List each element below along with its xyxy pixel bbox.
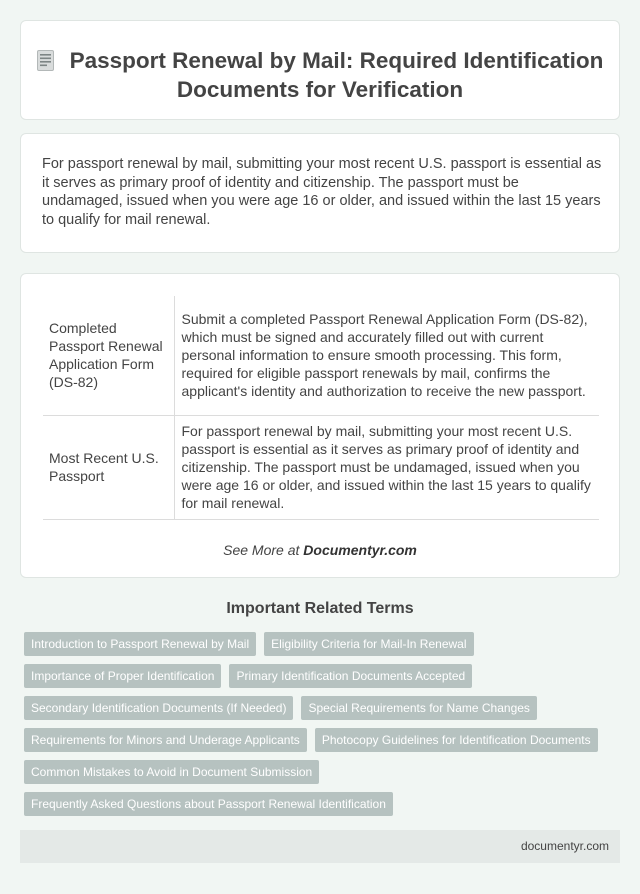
related-term-tag[interactable]: Importance of Proper Identification: [24, 664, 221, 688]
related-term-tag[interactable]: Frequently Asked Questions about Passport Renewal Identification: [24, 792, 393, 816]
intro-card: [20, 133, 620, 253]
related-term-tag[interactable]: Common Mistakes to Avoid in Document Submission: [24, 760, 319, 784]
see-more-prefix: See More at: [223, 542, 304, 558]
see-more-site[interactable]: Documentyr.com: [303, 542, 417, 558]
related-term-tag[interactable]: Eligibility Criteria for Mail-In Renewal: [264, 632, 473, 656]
footer: [20, 830, 620, 863]
document-name: Most Recent U.S. Passport: [43, 415, 174, 519]
related-term-tag[interactable]: Photocopy Guidelines for Identification Documents: [315, 728, 598, 752]
related-terms-title: Important Related Terms: [226, 600, 414, 617]
intro-paragraph: For passport renewal by mail, submitting your most recent U.S. passport is essential as it serves as primary proof of identity and citizenship. The passport must be undamaged, issued when you were age 16 or older, and issued within the last 15 years to qualify for mail renewal.: [42, 156, 602, 228]
related-term-tag[interactable]: Special Requirements for Name Changes: [301, 696, 536, 720]
related-term-tag[interactable]: Primary Identification Documents Accepted: [229, 664, 472, 688]
related-term-tag[interactable]: Requirements for Minors and Underage Applicants: [24, 728, 307, 752]
documents-table: [43, 296, 599, 520]
documents-table-card: [20, 273, 620, 578]
page-title-text: Passport Renewal by Mail: Required Identification Documents for Verification: [69, 48, 604, 102]
footer-site-link[interactable]: documentyr.com: [520, 839, 609, 853]
page-title: [21, 21, 619, 104]
table-row: [43, 296, 599, 415]
table-row: [43, 415, 599, 519]
document-description: For passport renewal by mail, submitting your most recent U.S. passport is essential as it serves as primary proof of identity and citizenship. The passport must be undamaged, issued when you were age 16 or older, and issued within the last 15 years to qualify for mail renewal.: [174, 415, 599, 519]
related-term-tag[interactable]: Introduction to Passport Renewal by Mail: [24, 632, 256, 656]
document-description: Submit a completed Passport Renewal Application Form (DS-82), which must be signed and accurately filled out with current personal information to ensure smooth processing. This form, required for eligible passport renewals by mail, confirms the applicant's identity and authorization to receive the new passport.: [174, 296, 599, 415]
document-icon: [37, 50, 54, 71]
see-more-link[interactable]: [21, 542, 619, 558]
related-term-tag[interactable]: Secondary Identification Documents (If Needed): [24, 696, 293, 720]
related-terms-list: [24, 632, 618, 816]
title-card: [20, 20, 620, 120]
document-name: Completed Passport Renewal Application Form (DS-82): [43, 296, 174, 415]
